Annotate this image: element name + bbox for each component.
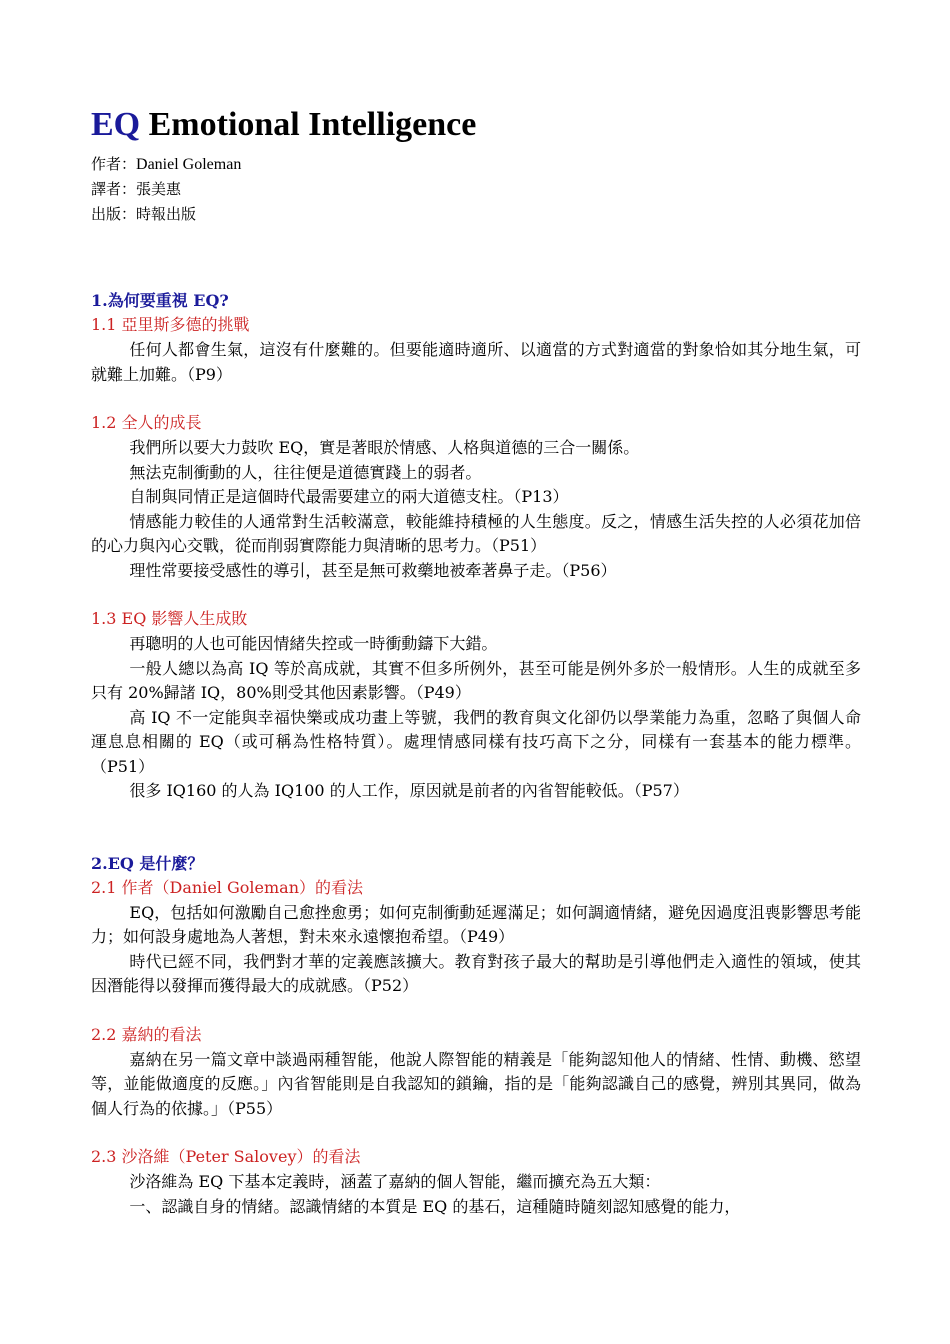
meta-translator: 譯者：張美惠 [91,180,182,198]
section-1-3-heading: 1.3 EQ 影響人生成敗 [91,609,248,628]
paragraph: 時代已經不同，我們對才華的定義應該擴大。教育對孩子最大的幫助是引導他們走入適性的領域，使其因潛能得以發揮而獲得最大的成就感。（P52） [91,951,861,995]
paragraph: 再聰明的人也可能因情緒失控或一時衝動鑄下大錯。 [129,634,498,653]
section-2-3-heading: 2.3 沙洛維（Peter Salovey）的看法 [91,1147,361,1166]
paragraph: 理性常要接受感性的導引，甚至是無可救藥地被牽著鼻子走。（P56） [129,560,617,580]
paragraph: 我們所以要大力鼓吹 EQ，實是著眼於情感、人格與道德的三合一關係。 [129,438,640,457]
meta-author: 作者：Daniel Goleman [91,155,242,173]
section-1-2-heading: 1.2 全人的成長 [91,413,202,432]
chapter-1-heading: 1.為何要重視 EQ? [91,291,229,310]
document-page [91,100,861,1219]
paragraph: 一般人總以為高 IQ 等於高成就，其實不但多所例外，甚至可能是例外多於一般情形。人生的成就至多只有 20%歸諸 IQ，80%則受其他因素影響。（P49） [91,658,861,702]
paragraph: 無法克制衝動的人，往往便是道德實踐上的弱者。 [129,462,482,482]
paragraph: 情感能力較佳的人通常對生活較滿意，較能維持積極的人生態度。反之，情感生活失控的人必須花加倍的心力與內心交戰，從而削弱實際能力與清晰的思考力。（P51） [91,511,861,555]
paragraph: 沙洛維為 EQ 下基本定義時，涵蓋了嘉納的個人智能，繼而擴充為五大類： [129,1172,661,1191]
title-eq: EQ [91,106,141,143]
chapter-2-heading: 2.EQ 是什麼？ [91,853,204,873]
paragraph: 嘉納在另一篇文章中談過兩種智能，他說人際智能的精義是「能夠認知他人的情緒、性情、動機、慾望等，並能做適度的反應。」內省智能則是自我認知的鎖鑰，指的是「能夠認識自己的感覺，辨別其異同，做為個人行為的依據。」（P55） [91,1049,861,1118]
paragraph: 任何人都會生氣，這沒有什麼難的。但要能適時適所、以適當的方式對適當的對象恰如其分地生氣，可就難上加難。（P9） [91,340,861,384]
paragraph: 一、認識自身的情緒。認識情緒的本質是 EQ 的基石，這種隨時隨刻認知感覺的能力， [129,1196,741,1216]
section-2-1-heading: 2.1 作者（Daniel Goleman）的看法 [91,877,364,897]
paragraph: 很多 IQ160 的人為 IQ100 的人工作，原因就是前者的內省智能較低。（P57） [129,781,689,800]
paragraph: 自制與同情正是這個時代最需要建立的兩大道德支柱。（P13） [129,487,569,506]
paragraph: EQ，包括如何激勵自己愈挫愈勇；如何克制衝動延遲滿足；如何調適情緒，避免因過度沮喪影響思考能力；如何設身處地為人著想，對未來永遠懷抱希望。（P49） [91,902,861,946]
title-rest: Emotional Intelligence [148,106,477,143]
section-1-1-heading: 1.1 亞里斯多德的挑戰 [91,315,250,334]
document-title [91,100,861,150]
meta-publisher: 出版：時報出版 [91,205,197,223]
section-2-2-heading: 2.2 嘉納的看法 [91,1024,202,1044]
paragraph: 高 IQ 不一定能與幸福快樂或成功畫上等號，我們的教育與文化卻仍以學業能力為重，忽略了與個人命運息息相關的 EQ（或可稱為性格特質）。處理情感同樣有技巧高下之分，同樣有一套基本的能力標準。（P51） [91,707,861,776]
